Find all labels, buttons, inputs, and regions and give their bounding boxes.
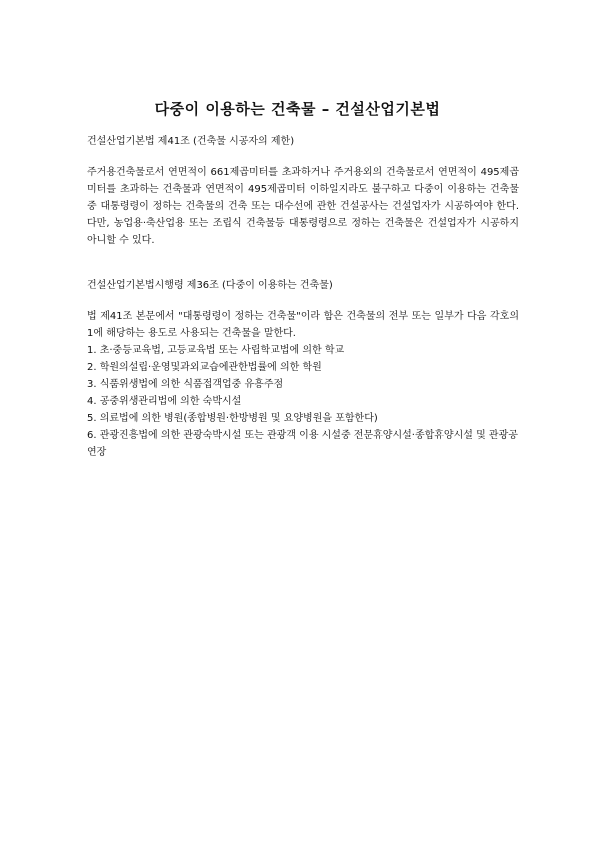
section-heading-article-41: 건설산업기본법 제41조 (건축물 시공자의 제한): [87, 136, 295, 147]
article-41-body: 주거용건축물로서 연면적이 661제곱미터를 초과하거나 주거용외의 건축물로서 연면적이 495제곱미터를 초과하는 건축물과 연면적이 495제곱미터 이하일지라도 불구하고 다중이 이용하는 건축물중 대통령령이 정하는 건축물의 건축 또는 대수선에 관한 건설공사는 건설업자가 시공하여야 한다. 다만, 농업용·축산업용 또는 조립식 건축물등 대통령령으로 정하는 건축물은 건설업자가 시공하지 아니할 수 있다.: [87, 167, 519, 246]
list-item: 6. 관광진흥법에 의한 관광숙박시설 또는 관광객 이용 시설중 전문휴양시설·종합휴양시설 및 관광공연장: [87, 430, 518, 458]
list-item: 4. 공중위생관리법에 의한 숙박시설: [87, 396, 242, 407]
decree-36-intro: 법 제41조 본문에서 "대통령령이 정하는 건축물"이라 함은 건축물의 전부 또는 일부가 다음 각호의 1에 해당하는 용도로 사용되는 건축물을 말한다.: [87, 311, 519, 339]
list-item: 2. 학원의설립·운영및과외교습에관한법률에 의한 학원: [87, 362, 322, 373]
section-heading-decree-36: 건설산업기본법시행령 제36조 (다중이 이용하는 건축물): [87, 280, 333, 291]
page-title: 다중이 이용하는 건축물 – 건설산업기본법: [154, 100, 441, 118]
list-item: 5. 의료법에 의한 병원(종합병원·한방병원 및 요양병원을 포함한다): [87, 413, 378, 424]
list-item: 1. 초·중등교육법, 고등교육법 또는 사립학교법에 의한 학교: [87, 345, 345, 356]
list-item: 3. 식품위생법에 의한 식품접객업중 유흥주점: [87, 379, 284, 390]
building-use-list: [87, 342, 519, 461]
